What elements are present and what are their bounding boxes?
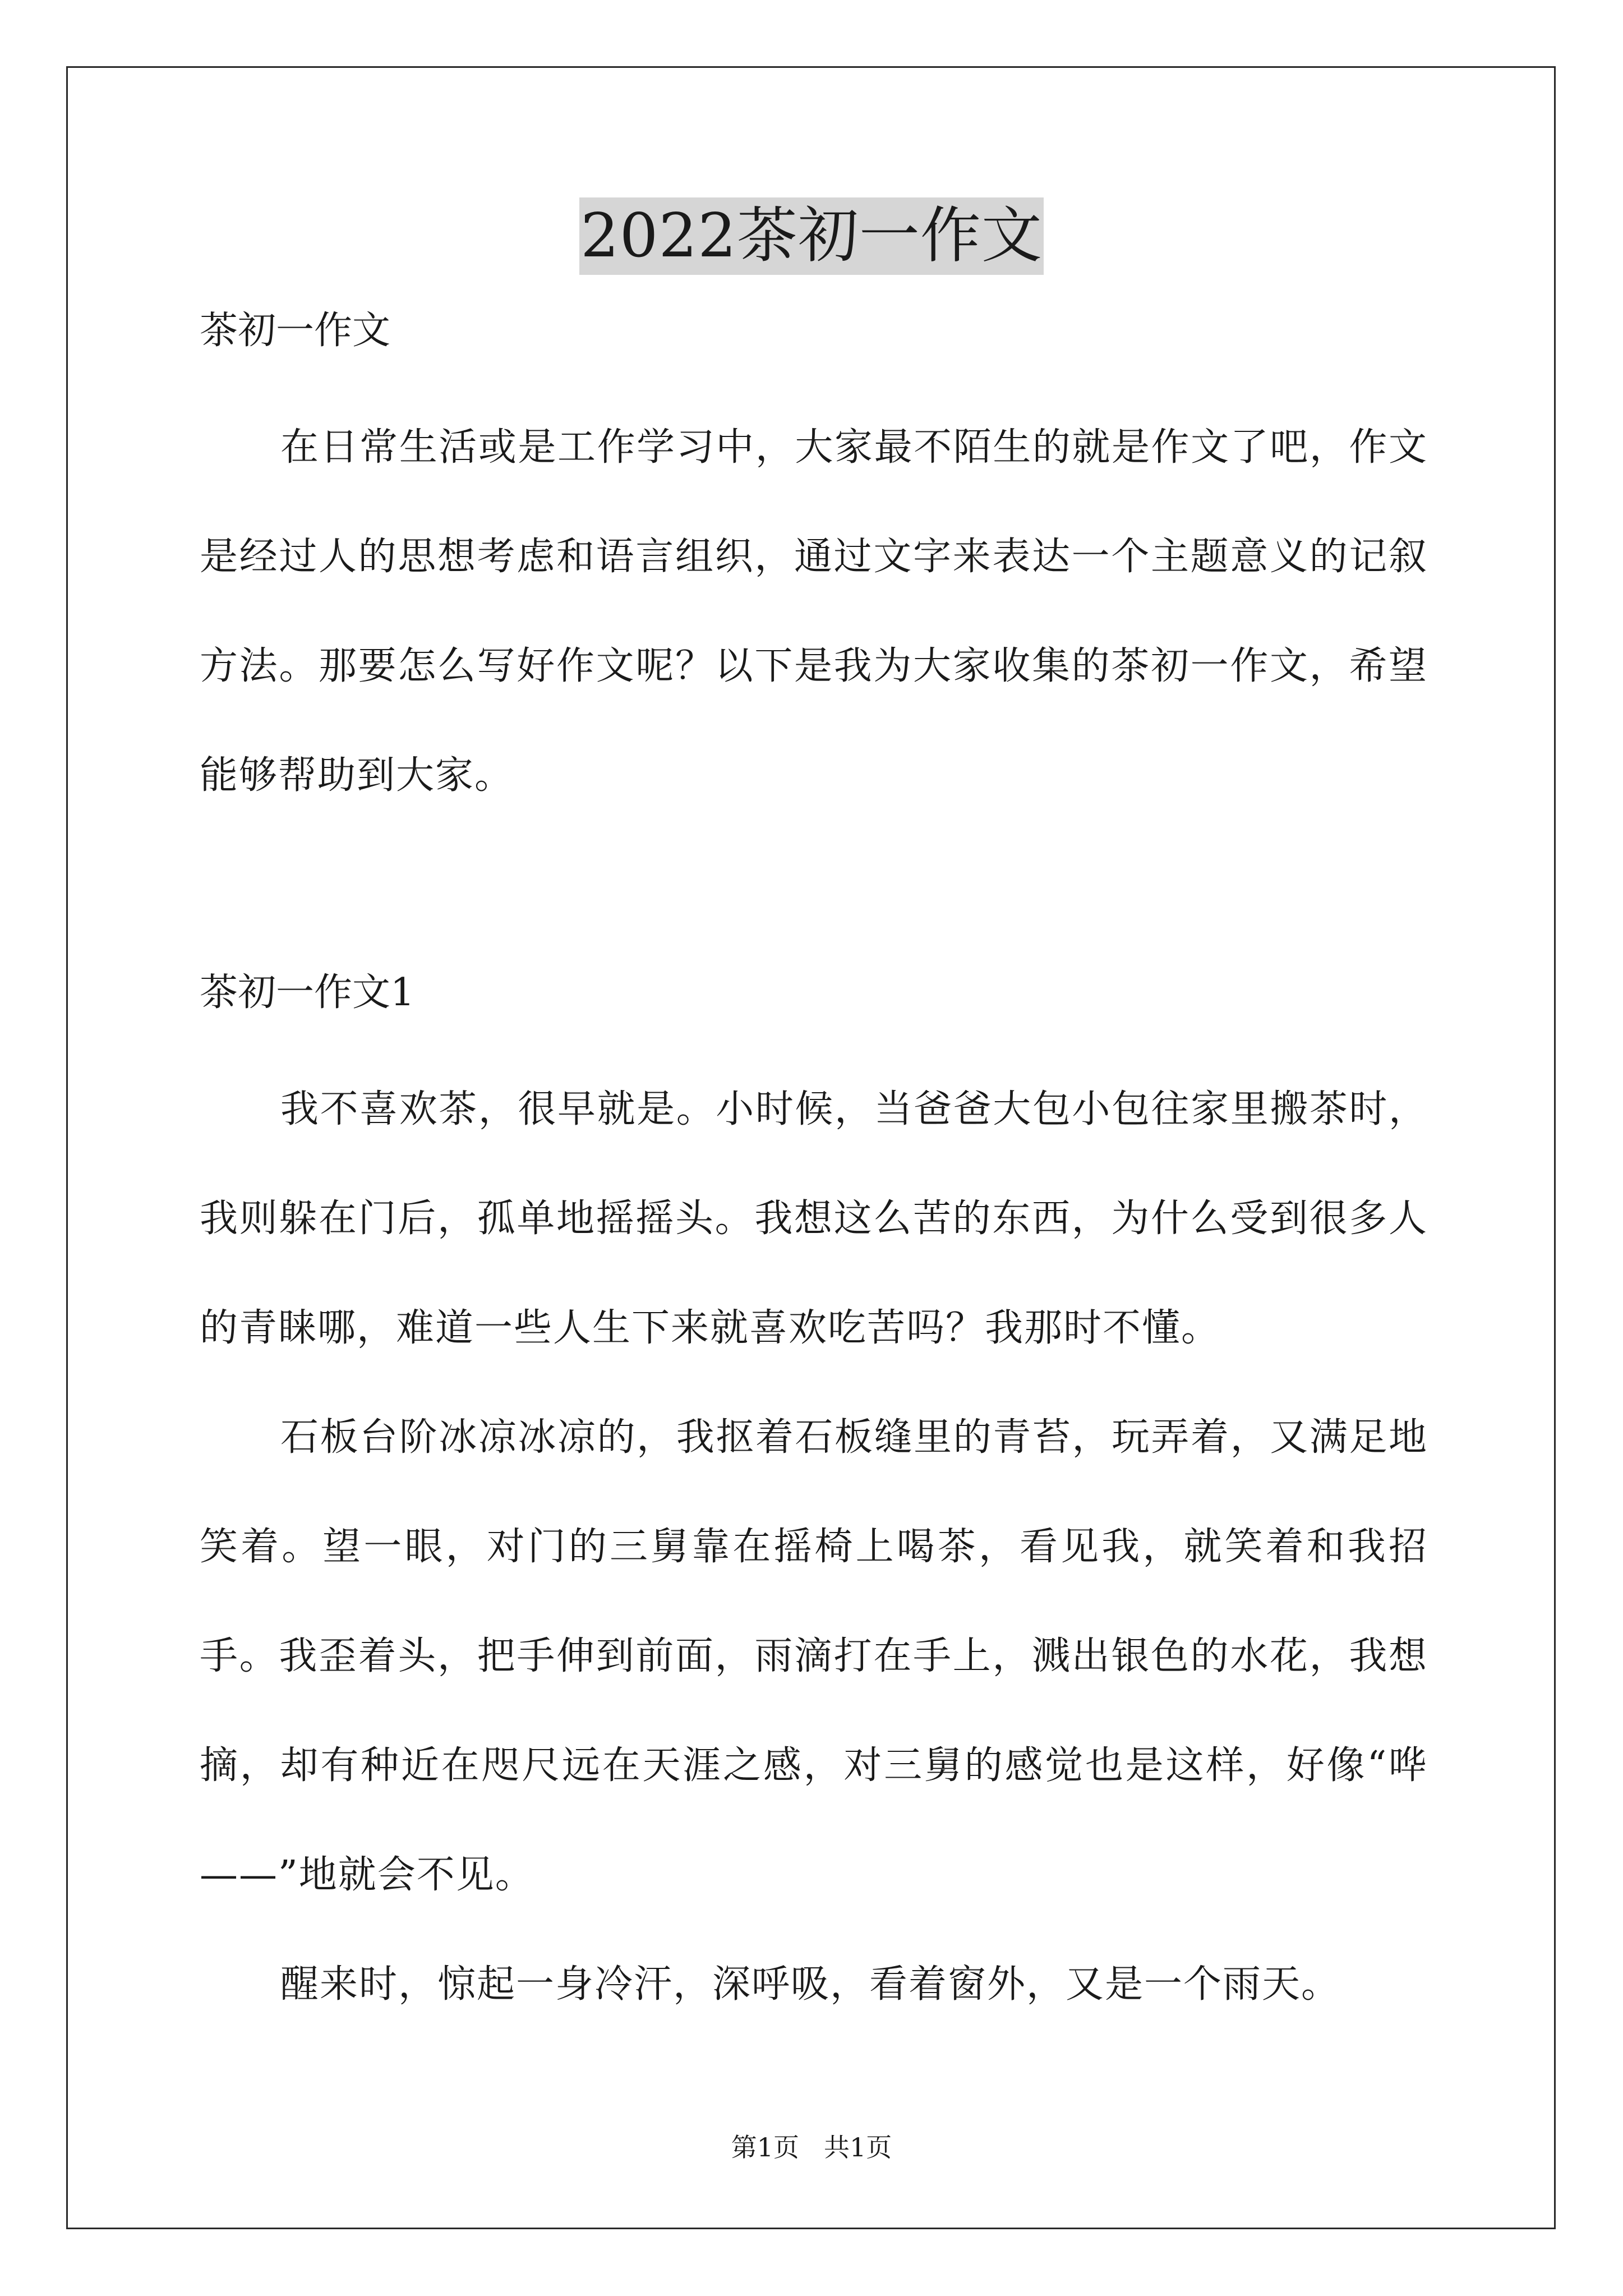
essay-paragraph-3: 醒来时，惊起一身冷汗，深呼吸，看着窗外，又是一个雨天。 [280,1962,1341,2007]
intro-paragraph: 在日常生活或是工作学习中，大家最不陌生的就是作文了吧，作文是经过人的思想考虑和语言组织，通过文字来表达一个主题意义的记叙方法。那要怎么写好作文呢？以下是我为大家收集的茶初一作文，希望能够帮助到大家。 [200,425,1428,798]
essay-heading: 茶初一作文1 [200,970,415,1015]
document-title: 2022茶初一作文 [579,197,1044,275]
essay-paragraph-1: 我不喜欢茶，很早就是。小时候，当爸爸大包小包往家里搬茶时，我则躲在门后，孤单地摇摇头。我想这么苦的东西，为什么受到很多人的青睐哪，难道一些人生下来就喜欢吃苦吗？我那时不懂。 [200,1087,1428,1350]
title-container [0,197,1623,275]
essay-paragraph-2: 石板台阶冰凉冰凉的，我抠着石板缝里的青苔，玩弄着，又满足地笑着。望一眼，对门的三舅靠在摇椅上喝茶，看见我，就笑着和我招手。我歪着头，把手伸到前面，雨滴打在手上，溅出银色的水花，我想摘，却有种近在咫尺远在天涯之感，对三舅的感觉也是这样，好像“哗——”地就会不见。 [200,1415,1428,1897]
document-body [200,303,1428,2039]
page-number-total: 共1页 [824,2132,892,2162]
page-footer [0,2131,1623,2164]
page-number-current: 第1页 [731,2132,799,2162]
document-subtitle: 茶初一作文 [200,309,391,353]
